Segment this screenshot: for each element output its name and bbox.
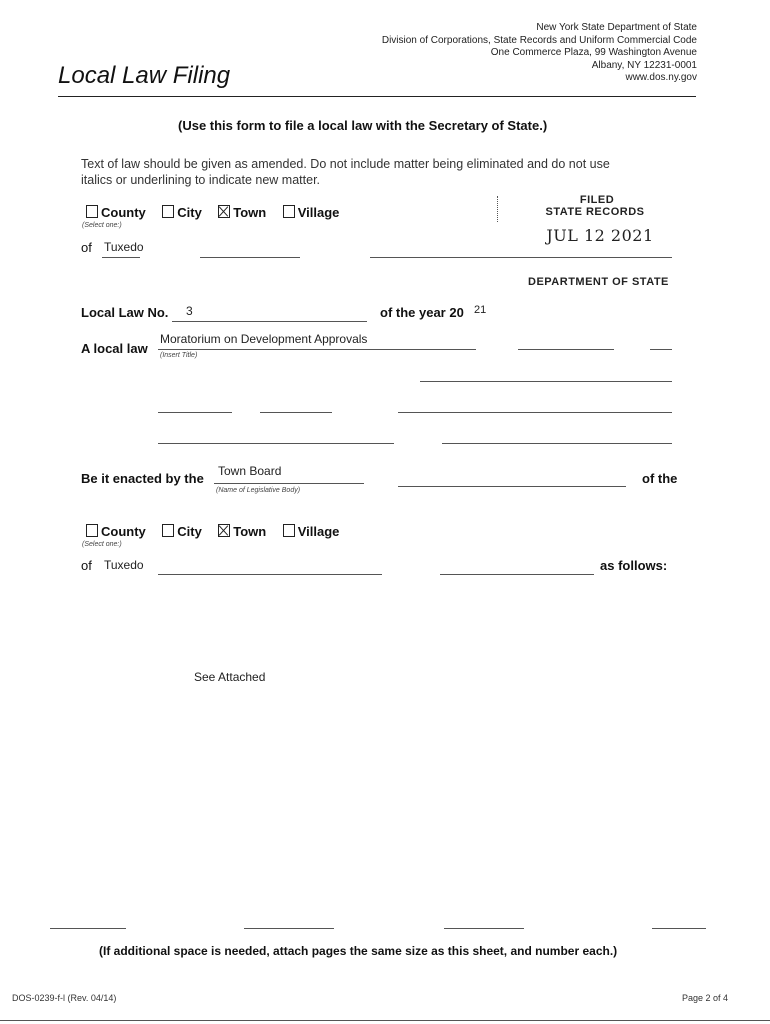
signature-line [652, 928, 706, 929]
checkbox-city[interactable] [162, 524, 174, 537]
option-town[interactable]: Town [218, 524, 266, 539]
agency-line: Albany, NY 12231-0001 [591, 59, 697, 71]
option-county[interactable]: County [86, 524, 146, 539]
instructions-line: italics or underlining to indicate new matter. [81, 173, 321, 187]
insert-title-hint: (Insert Title) [160, 352, 198, 359]
field-underline [214, 483, 364, 484]
of-label: of [81, 240, 92, 255]
option-county[interactable]: County [86, 205, 146, 220]
agency-website: www.dos.ny.gov [625, 72, 697, 83]
page-number: Page 2 of 4 [682, 993, 729, 1003]
field-underline [260, 412, 332, 413]
instructions-line: Text of law should be given as amended. Do not include matter being eliminated and do not use [81, 157, 610, 171]
legislative-body-field[interactable]: Town Board [218, 464, 282, 478]
legislative-body-hint: (Name of Legislative Body) [216, 487, 301, 494]
select-one-hint: (Select one:) [82, 541, 122, 548]
checkbox-city[interactable] [162, 205, 174, 218]
field-underline [420, 381, 672, 382]
agency-address [277, 22, 697, 85]
field-underline [158, 349, 476, 350]
stamp-filed: FILED [579, 194, 615, 206]
checkbox-village[interactable] [283, 205, 295, 218]
option-city[interactable]: City [162, 524, 202, 539]
agency-line: One Commerce Plaza, 99 Washington Avenue [490, 47, 697, 58]
field-underline [158, 443, 394, 444]
form-purpose: (Use this form to file a local law with the Secretary of State.) [178, 118, 548, 133]
local-law-no-label: Local Law No. [81, 305, 169, 320]
agency-line: New York State Department of State [536, 22, 697, 33]
stamp-tick [497, 196, 498, 222]
enacted-label: Be it enacted by the [81, 471, 204, 486]
municipality-type-select-1[interactable] [86, 204, 351, 222]
field-underline [440, 574, 594, 575]
filing-stamp [530, 194, 670, 245]
field-underline [518, 349, 614, 350]
bottom-rule [0, 1020, 770, 1021]
field-underline [370, 257, 672, 258]
signature-line [50, 928, 126, 929]
local-law-label: A local law [81, 341, 148, 356]
municipality-type-select-2[interactable] [86, 523, 351, 541]
option-village[interactable]: Village [283, 205, 340, 220]
stamp-department: DEPARTMENT OF STATE [528, 276, 669, 288]
checkbox-town-checked[interactable] [218, 205, 230, 218]
stamp-state-records: STATE RECORDS [545, 206, 645, 218]
signature-line [244, 928, 334, 929]
law-body-text: See Attached [194, 670, 266, 684]
form-id: DOS-0239-f-l (Rev. 04/14) [12, 993, 117, 1003]
year-label: of the year 20 [380, 305, 464, 320]
agency-line: Division of Corporations, State Records and Uniform Commercial Code [381, 34, 697, 46]
field-underline [158, 412, 232, 413]
instructions-text [81, 156, 610, 188]
select-one-hint: (Select one:) [82, 222, 122, 229]
option-city[interactable]: City [162, 205, 202, 220]
header-rule [58, 96, 696, 97]
checkbox-county[interactable] [86, 205, 98, 218]
additional-space-note: (If additional space is needed, attach pages the same size as this sheet, and number each.) [99, 944, 618, 958]
stamp-date: JUL 12 2021 [546, 226, 654, 245]
of-label: of [81, 558, 92, 573]
page-title: Local Law Filing [58, 62, 231, 89]
option-village[interactable]: Village [283, 524, 340, 539]
checkbox-county[interactable] [86, 524, 98, 537]
field-underline [398, 412, 672, 413]
field-underline [102, 257, 140, 258]
field-underline [158, 574, 382, 575]
municipality-name-field[interactable]: Tuxedo [104, 240, 144, 254]
field-underline [172, 321, 367, 322]
field-underline [398, 486, 626, 487]
checkbox-village[interactable] [283, 524, 295, 537]
municipality-name-field[interactable]: Tuxedo [104, 558, 144, 572]
of-the-label: of the [642, 471, 678, 486]
local-law-number-field[interactable]: 3 [186, 304, 193, 318]
as-follows-label: as follows: [600, 558, 668, 573]
law-title-field[interactable]: Moratorium on Development Approvals [160, 332, 368, 346]
option-town[interactable]: Town [218, 205, 266, 220]
year-field[interactable]: 21 [474, 304, 487, 316]
checkbox-town-checked[interactable] [218, 524, 230, 537]
signature-line [444, 928, 524, 929]
field-underline [200, 257, 300, 258]
field-underline [442, 443, 672, 444]
field-underline [650, 349, 672, 350]
